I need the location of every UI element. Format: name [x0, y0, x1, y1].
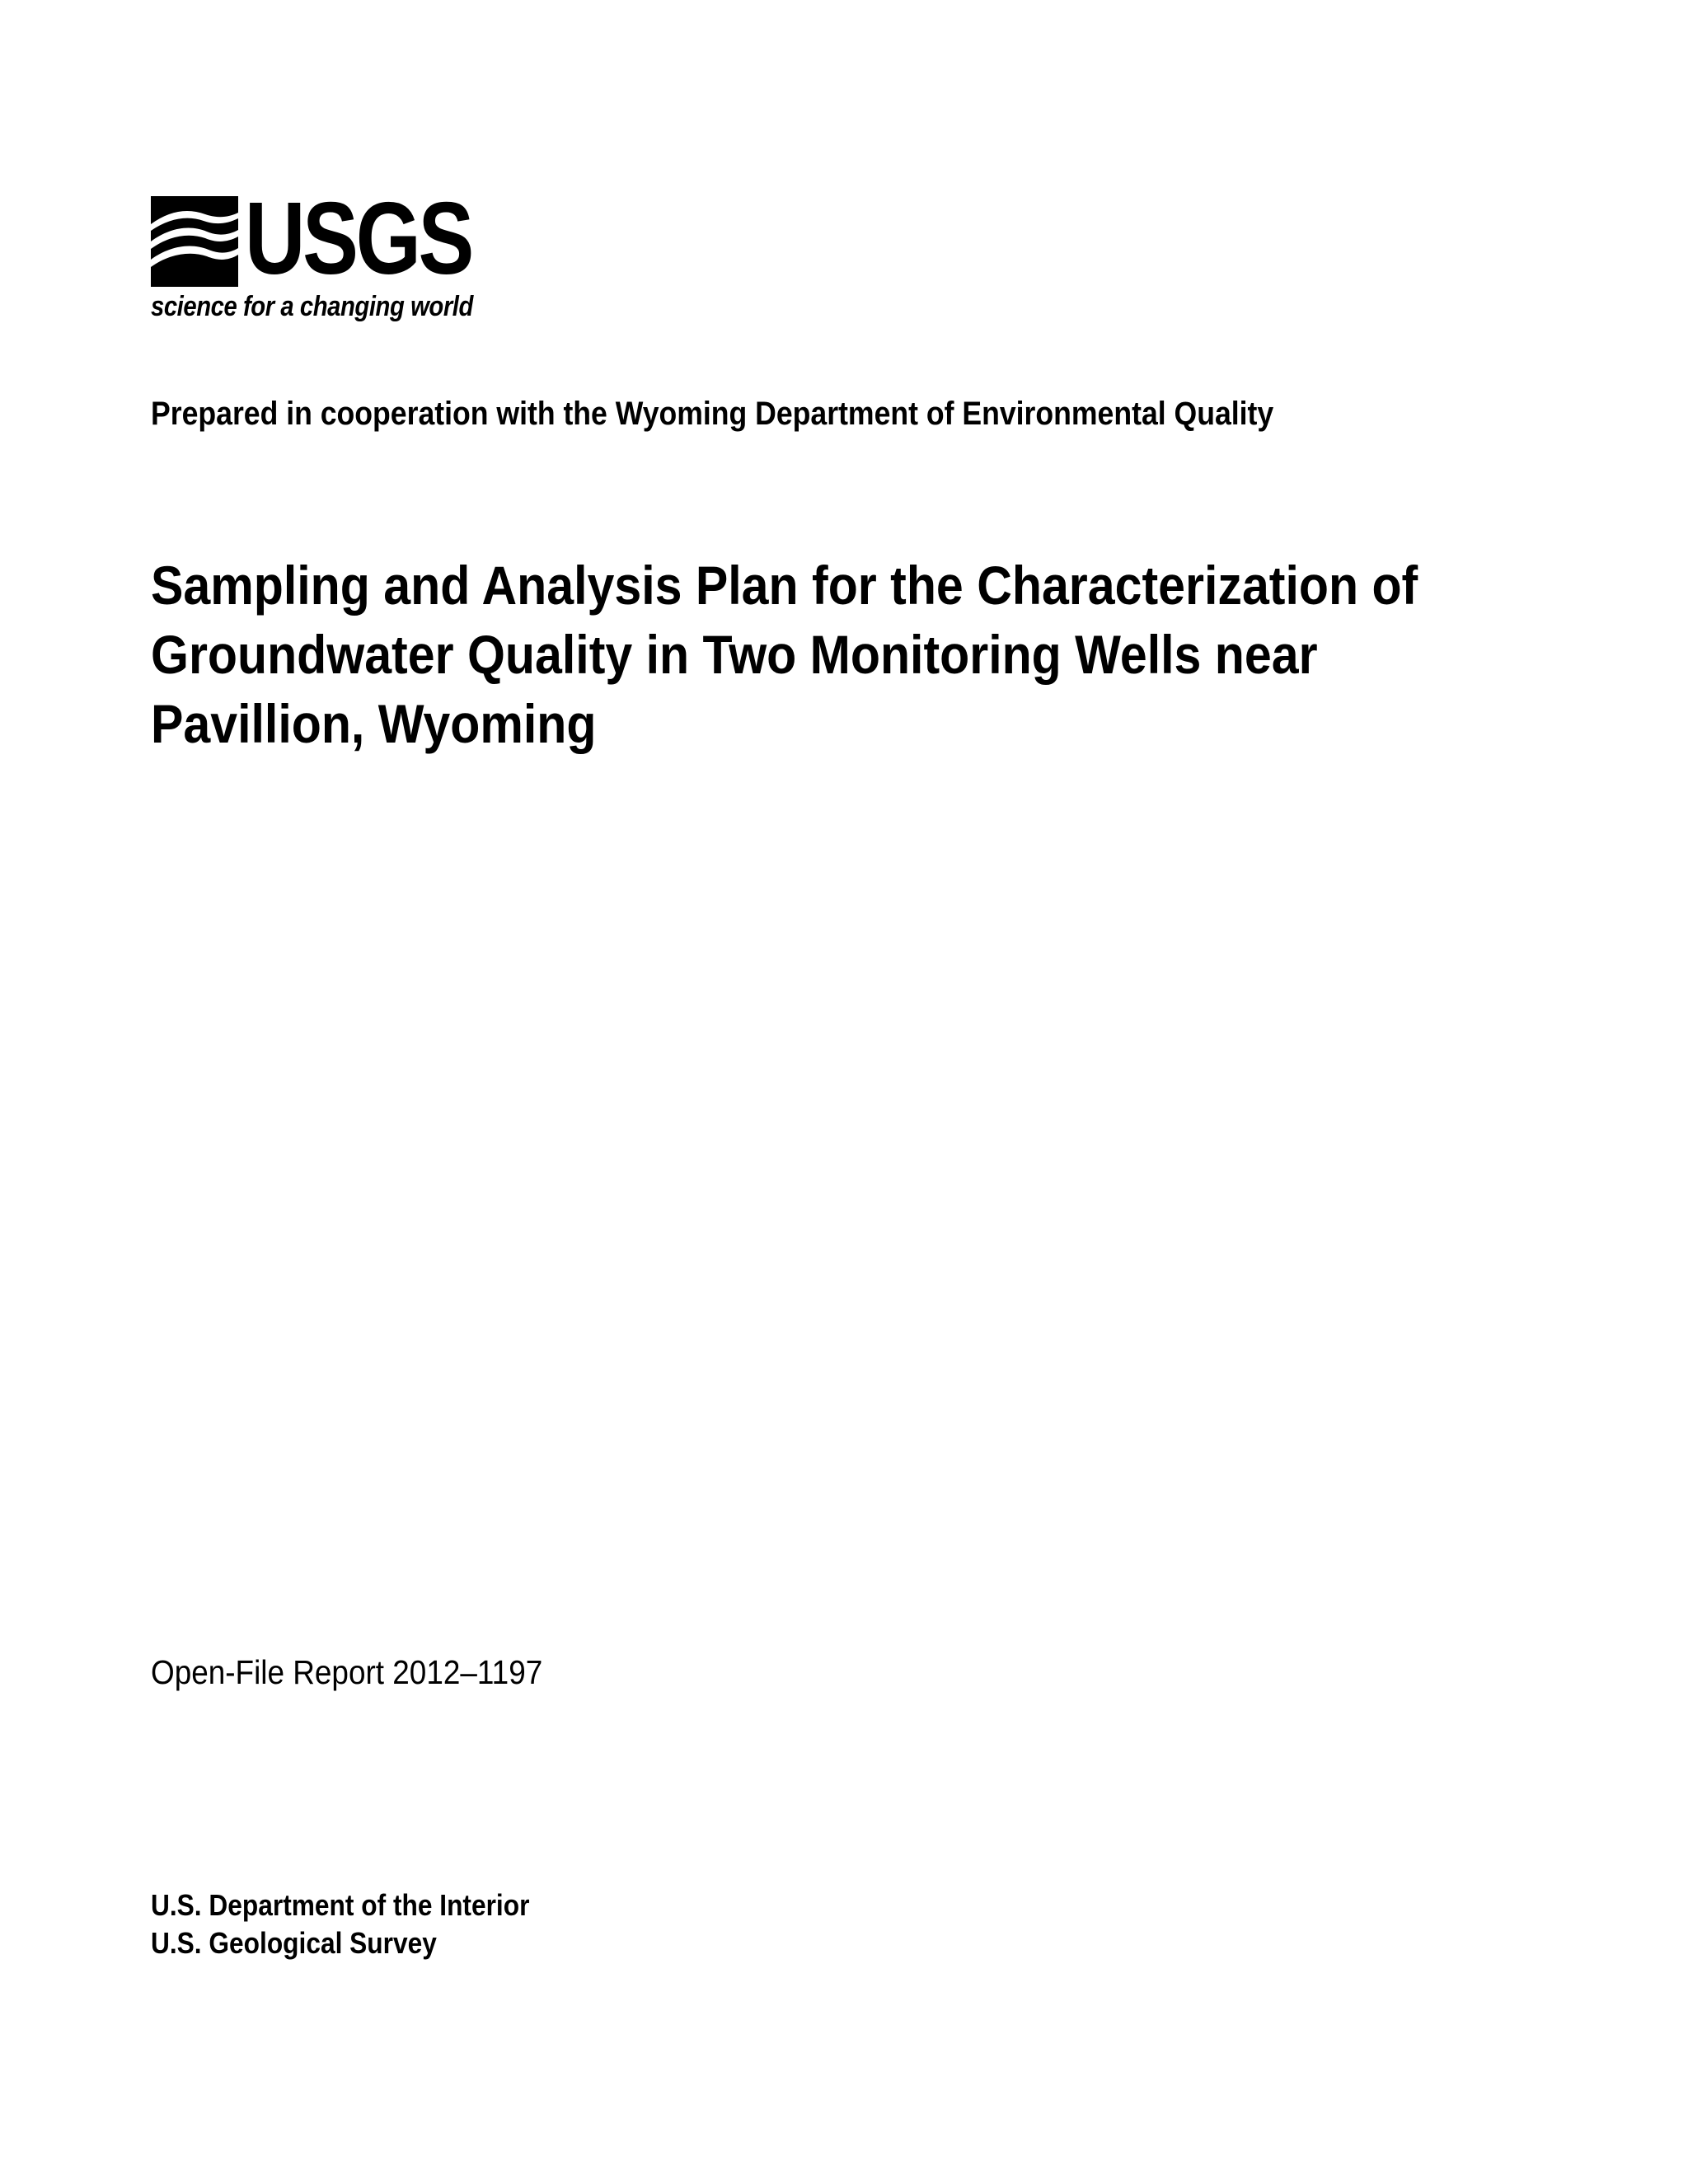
report-title-line: Groundwater Quality in Two Monitoring Wells near [151, 624, 1318, 685]
agency-block [151, 1886, 529, 1962]
cooperation-statement: Prepared in cooperation with the Wyoming Department of Environmental Quality [151, 396, 1274, 432]
report-number: Open-File Report 2012–1197 [151, 1653, 543, 1691]
report-title-line: Pavillion, Wyoming [151, 693, 597, 754]
usgs-logo [151, 182, 497, 328]
report-title-line: Sampling and Analysis Plan for the Characterization of [151, 555, 1418, 616]
survey-name: U.S. Geological Survey [151, 1926, 437, 1960]
usgs-wordmark: USGS [245, 182, 472, 296]
department-name: U.S. Department of the Interior [151, 1888, 530, 1922]
report-title [151, 551, 1464, 758]
usgs-tagline: science for a changing world [151, 291, 473, 322]
usgs-wave-icon [151, 196, 238, 287]
